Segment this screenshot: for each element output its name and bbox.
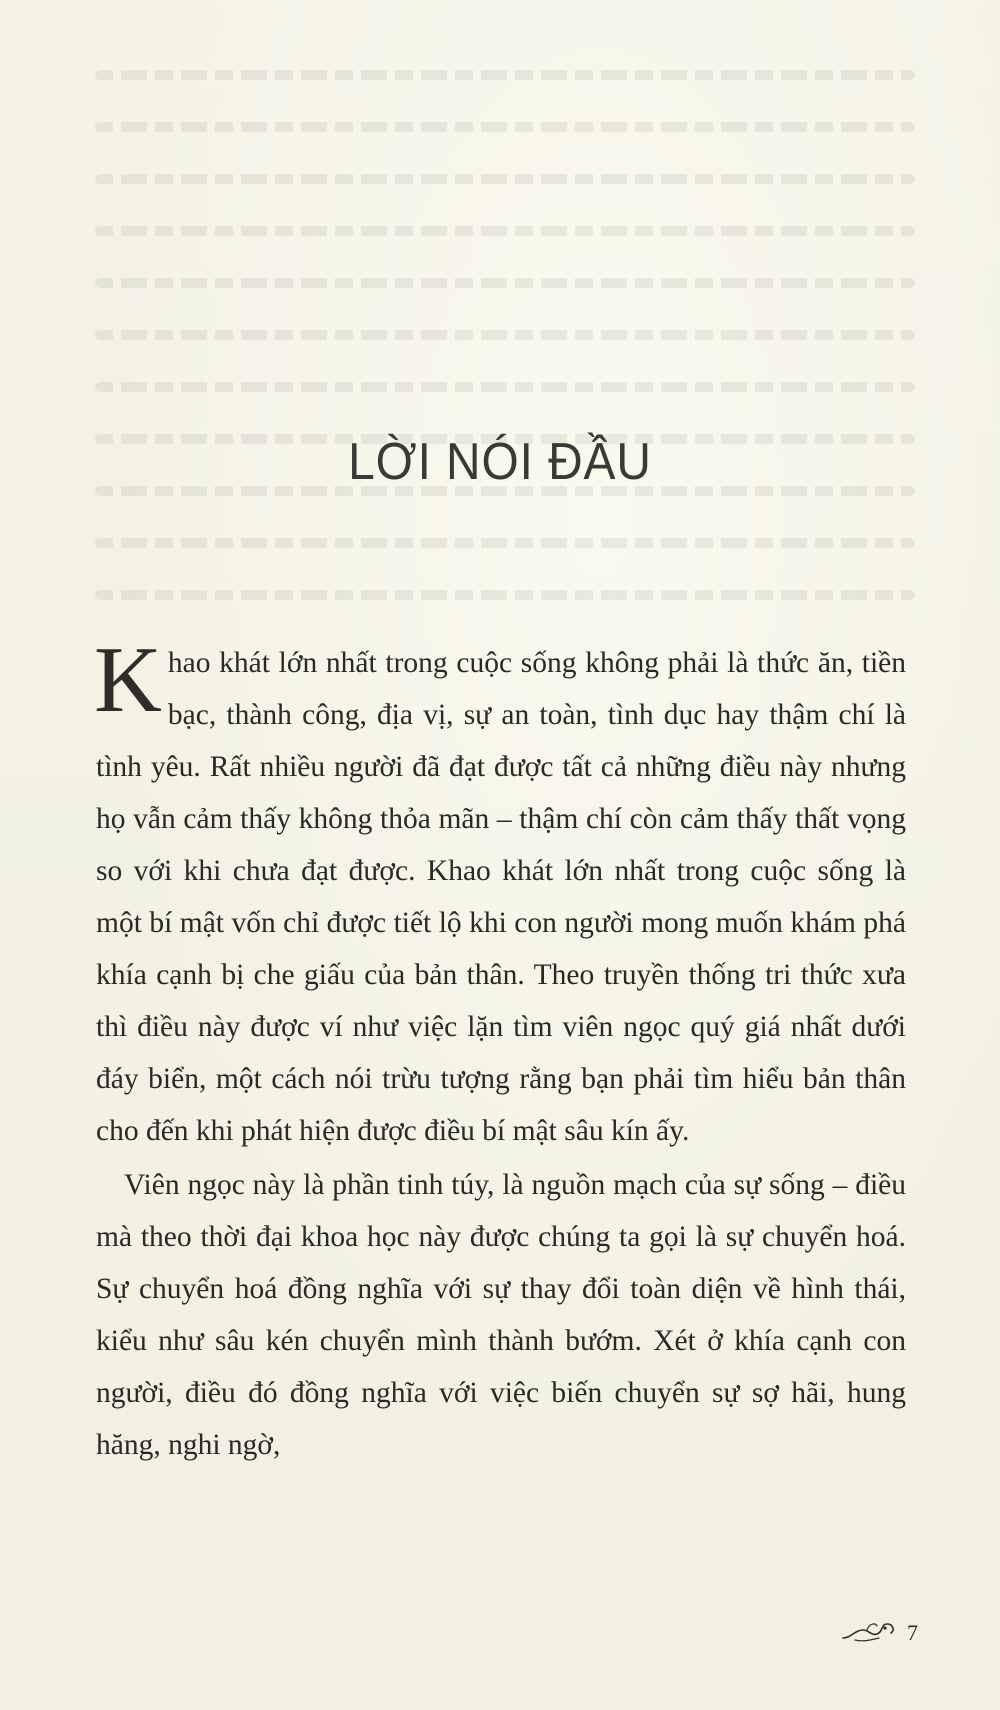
chapter-title: LỜI NÓI ĐẦU bbox=[348, 433, 652, 491]
show-through-texture bbox=[95, 70, 915, 630]
paragraph-1-text: hao khát lớn nhất trong cuộc sống không phải là thức ăn, tiền bạc, thành công, địa vị, sự an toàn, tình dục hay thậm chí là tình yêu. Rất nhiều người đã đạt được tất cả những điều này nhưng họ vẫn cảm thấy không thỏa mãn – thậm chí còn cảm thấy thất vọng so với khi chưa đạt được. Khao khát lớn nhất trong cuộc sống là một bí mật vốn chỉ được tiết lộ khi con người mong muốn khám phá khía cạnh bị che giấu của bản thân. Theo truyền thống tri thức xưa thì điều này được ví như việc lặn tìm viên ngọc quý giá nhất dưới đáy biển, một cách nói trừu tượng rằng bạn phải tìm hiểu bản thân cho đến khi phát hiện được điều bí mật sâu kín ấy. bbox=[96, 647, 906, 1147]
body-text bbox=[94, 628, 906, 1471]
page-number: 7 bbox=[907, 1620, 918, 1645]
paragraph-2: Viên ngọc này là phần tinh túy, là nguồn mạch của sự sống – điều mà theo thời đại khoa học này được chúng ta gọi là sự chuyển hoá. Sự chuyển hoá đồng nghĩa với sự thay đổi toàn diện về hình thái, kiểu như sâu kén chuyển mình thành bướm. Xét ở khía cạnh con người, điều đó đồng nghĩa với việc biến chuyển sự sợ hãi, hung hăng, nghi ngờ, bbox=[96, 1169, 906, 1461]
paragraph-1 bbox=[94, 628, 906, 1157]
flourish-ornament-icon bbox=[841, 1618, 901, 1648]
page-footer bbox=[841, 1618, 918, 1648]
drop-cap-letter: K bbox=[94, 628, 162, 732]
